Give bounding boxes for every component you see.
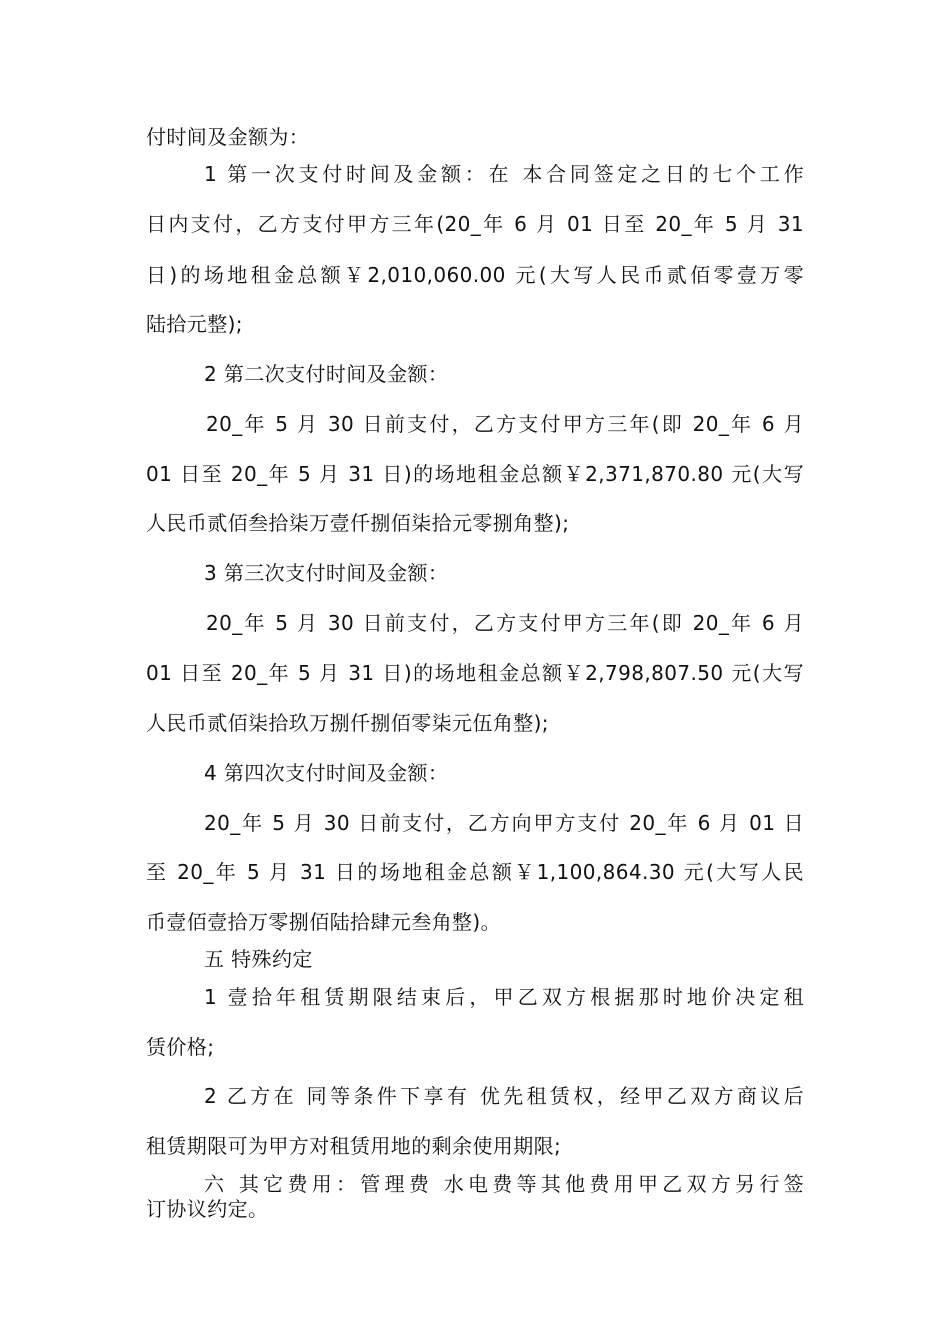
text-line: 至 20_年 5 月 31 日的场地租金总额￥1,100,864.30 元(大写人民 — [146, 860, 804, 884]
text-line: 日)的场地租金总额￥2,010,060.00 元(大写人民币贰佰零壹万零 — [146, 263, 804, 287]
text-line: 2 第二次支付时间及金额： — [204, 362, 449, 386]
text-line: 币壹佰壹拾万零捌佰陆拾肆元叁角整)。 — [146, 910, 502, 934]
text-line: 人民币贰佰柒拾玖万捌仟捌佰零柒元伍角整); — [146, 711, 549, 735]
text-line: 20_年 5 月 30 日前支付，乙方支付甲方三年(即 20_年 6 月 — [206, 611, 804, 635]
text-line: 1 第一次支付时间及金额：在 本合同签定之日的七个工作 — [204, 162, 804, 186]
text-line: 20_年 5 月 30 日前支付，乙方支付甲方三年(即 20_年 6 月 — [206, 412, 804, 436]
text-line: 4 第四次支付时间及金额： — [204, 761, 449, 785]
text-line: 1 壹拾年租赁期限结束后，甲乙双方根据那时地价决定租 — [204, 985, 804, 1009]
text-line: 付时间及金额为： — [146, 125, 310, 149]
text-line: 人民币贰佰叁拾柒万壹仟捌佰柒拾元零捌角整); — [146, 511, 570, 535]
text-line: 01 日至 20_年 5 月 31 日)的场地租金总额￥2,798,807.50 元(大写 — [146, 661, 804, 685]
text-line: 2 乙方在 同等条件下享有 优先租赁权，经甲乙双方商议后 — [204, 1084, 804, 1108]
text-line: 日内支付，乙方支付甲方三年(20_年 6 月 01 日至 20_年 5 月 31 — [146, 212, 804, 236]
text-line: 3 第三次支付时间及金额： — [204, 561, 449, 585]
text-line: 01 日至 20_年 5 月 31 日)的场地租金总额￥2,371,870.80 元(大写 — [146, 462, 804, 486]
text-line: 赁价格; — [146, 1035, 215, 1059]
text-line: 陆拾元整); — [146, 312, 243, 336]
text-line: 20_年 5 月 30 日前支付，乙方向甲方支付 20_年 6 月 01 日 — [204, 811, 804, 835]
text-line: 租赁期限可为甲方对租赁用地的剩余使用期限; — [146, 1134, 562, 1158]
section-heading: 五 特殊约定 — [204, 947, 313, 971]
section-heading: 六 其它费用：管理费 水电费等其他费用甲乙双方另行签 — [204, 1172, 804, 1196]
text-line: 订协议约定。 — [146, 1197, 269, 1221]
